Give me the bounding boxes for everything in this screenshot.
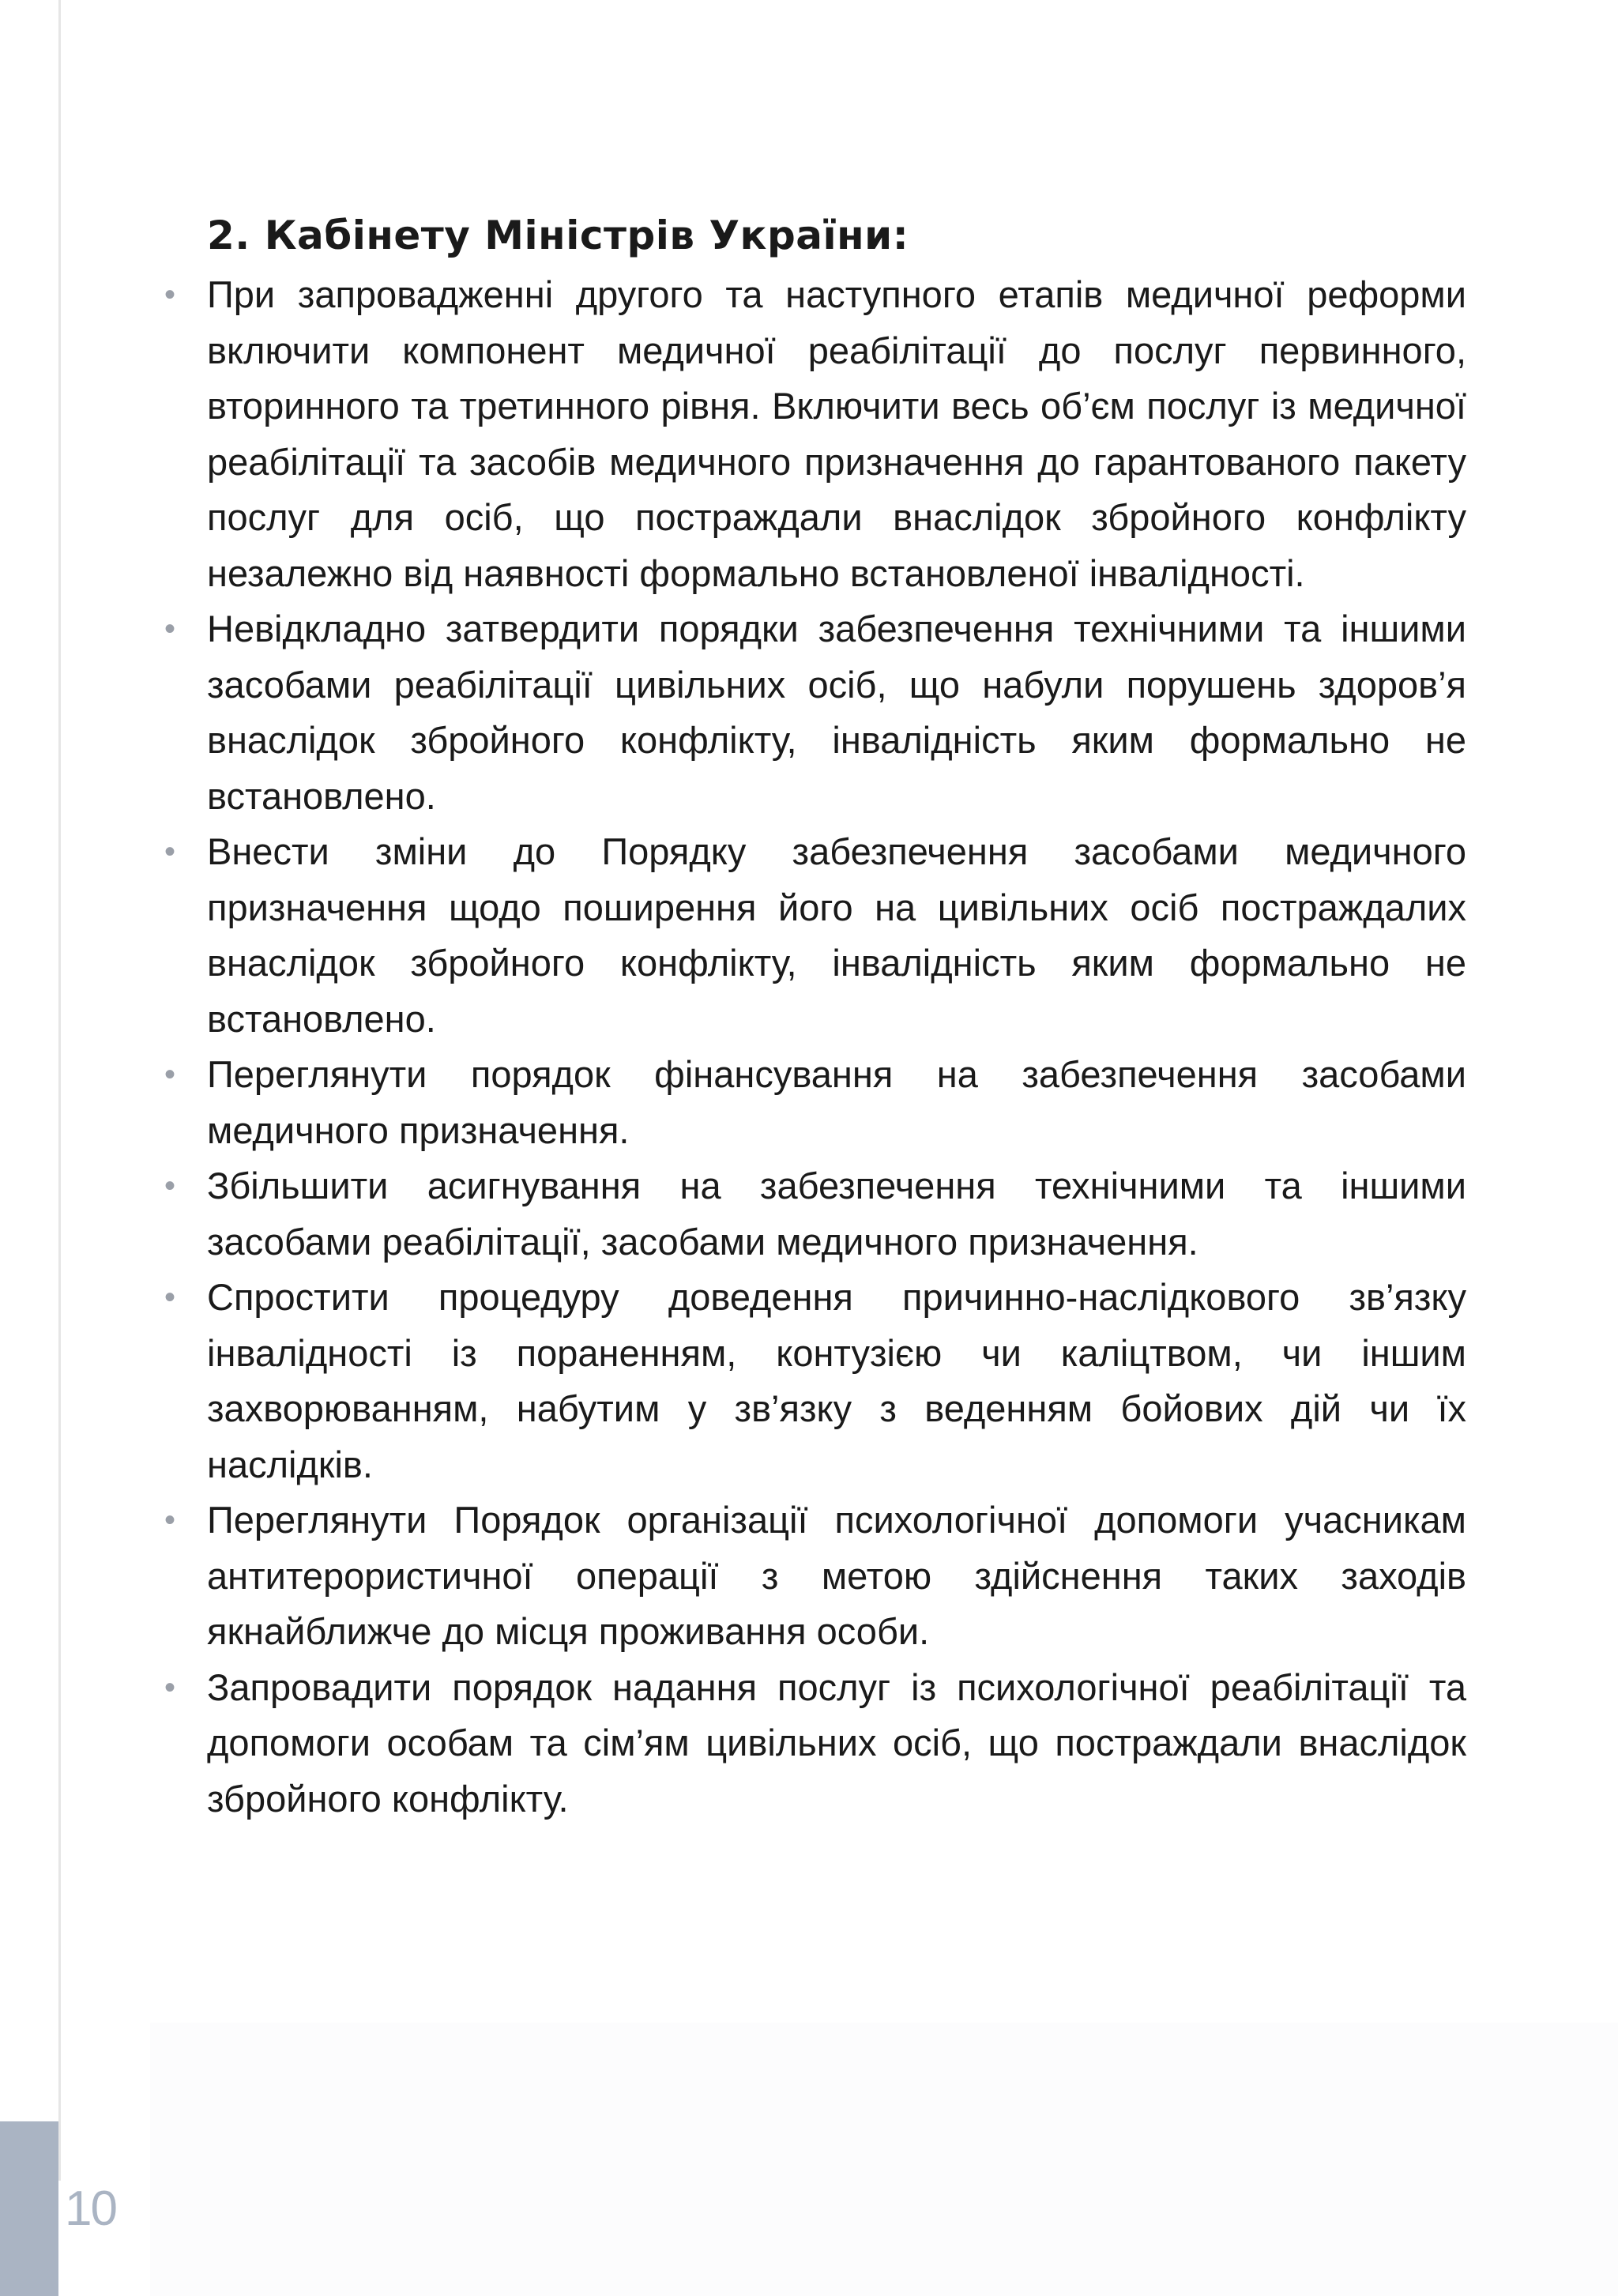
page-left-rule [58,0,61,2181]
list-item-text: Переглянути порядок фінансування на забезпечення засобами медичного призначення. [207,1053,1466,1151]
page-number: 10 [65,2181,116,2236]
page-background-tint [150,2023,1618,2296]
bullet-icon: • [164,277,175,312]
bullet-icon: • [164,1669,175,1705]
list-item-text: При запровадженні другого та наступного етапів медичної реформи включити компонент медичної реабілітації до послуг первинного, вторинного та третинного рівня. Включити весь об’єм послуг із медичної реабілітації та засобів медичного призначення до гарантованого пакету послуг для осіб, що постраждали внаслідок збройного конфлікту незалежно від наявності формально встановленої інвалідності. [207,273,1466,594]
list-item-text: Запровадити порядок надання послуг із психологічної реабілітації та допомоги особам та сім’ям цивільних осіб, що постраждали внаслідок збройного конфлікту. [207,1666,1466,1820]
page-number-tab [0,2121,58,2296]
list-item-text: Внести зміни до Порядку забезпечення засобами медичного призначення щодо поширення його на цивільних осіб постраждалих внаслідок збройного конфлікту, інвалідність яким формально не встановлено. [207,830,1466,1040]
list-item [164,1660,1466,1827]
list-item-text: Спростити процедуру доведення причинно-наслідкового зв’язку інвалідності із пораненням, контузією чи каліцтвом, чи іншим захворюванням, набутим у зв’язку з веденням бойових дій чи їх наслідків. [207,1276,1466,1485]
list-item-text: Невідкладно затвердити порядки забезпечення технічними та іншими засобами реабілітації цивільних осіб, що набули порушень здоров’я внаслідок збройного конфлікту, інвалідність яким формально не встановлено. [207,608,1466,817]
list-item [164,1492,1466,1660]
list-item [164,1270,1466,1492]
recommendation-list [164,267,1466,1827]
list-item-text: Збільшити асигнування на забезпечення технічними та іншими засобами реабілітації, засобами медичного призначення. [207,1165,1466,1263]
bullet-icon: • [164,1057,175,1092]
section-heading: 2. Кабінету Міністрів України: [207,213,909,258]
list-item [164,1047,1466,1158]
bullet-icon: • [164,834,175,869]
list-item-text: Переглянути Порядок організації психологічної допомоги учасникам антитерористичної операції з метою здійснення таких заходів якнайближче до місця проживання особи. [207,1499,1466,1652]
list-item [164,1158,1466,1270]
bullet-icon: • [164,612,175,646]
list-item [164,267,1466,601]
bullet-icon: • [164,1280,175,1315]
bullet-icon: • [164,1503,175,1538]
list-item [164,824,1466,1047]
list-item [164,601,1466,824]
bullet-icon: • [164,1169,175,1203]
